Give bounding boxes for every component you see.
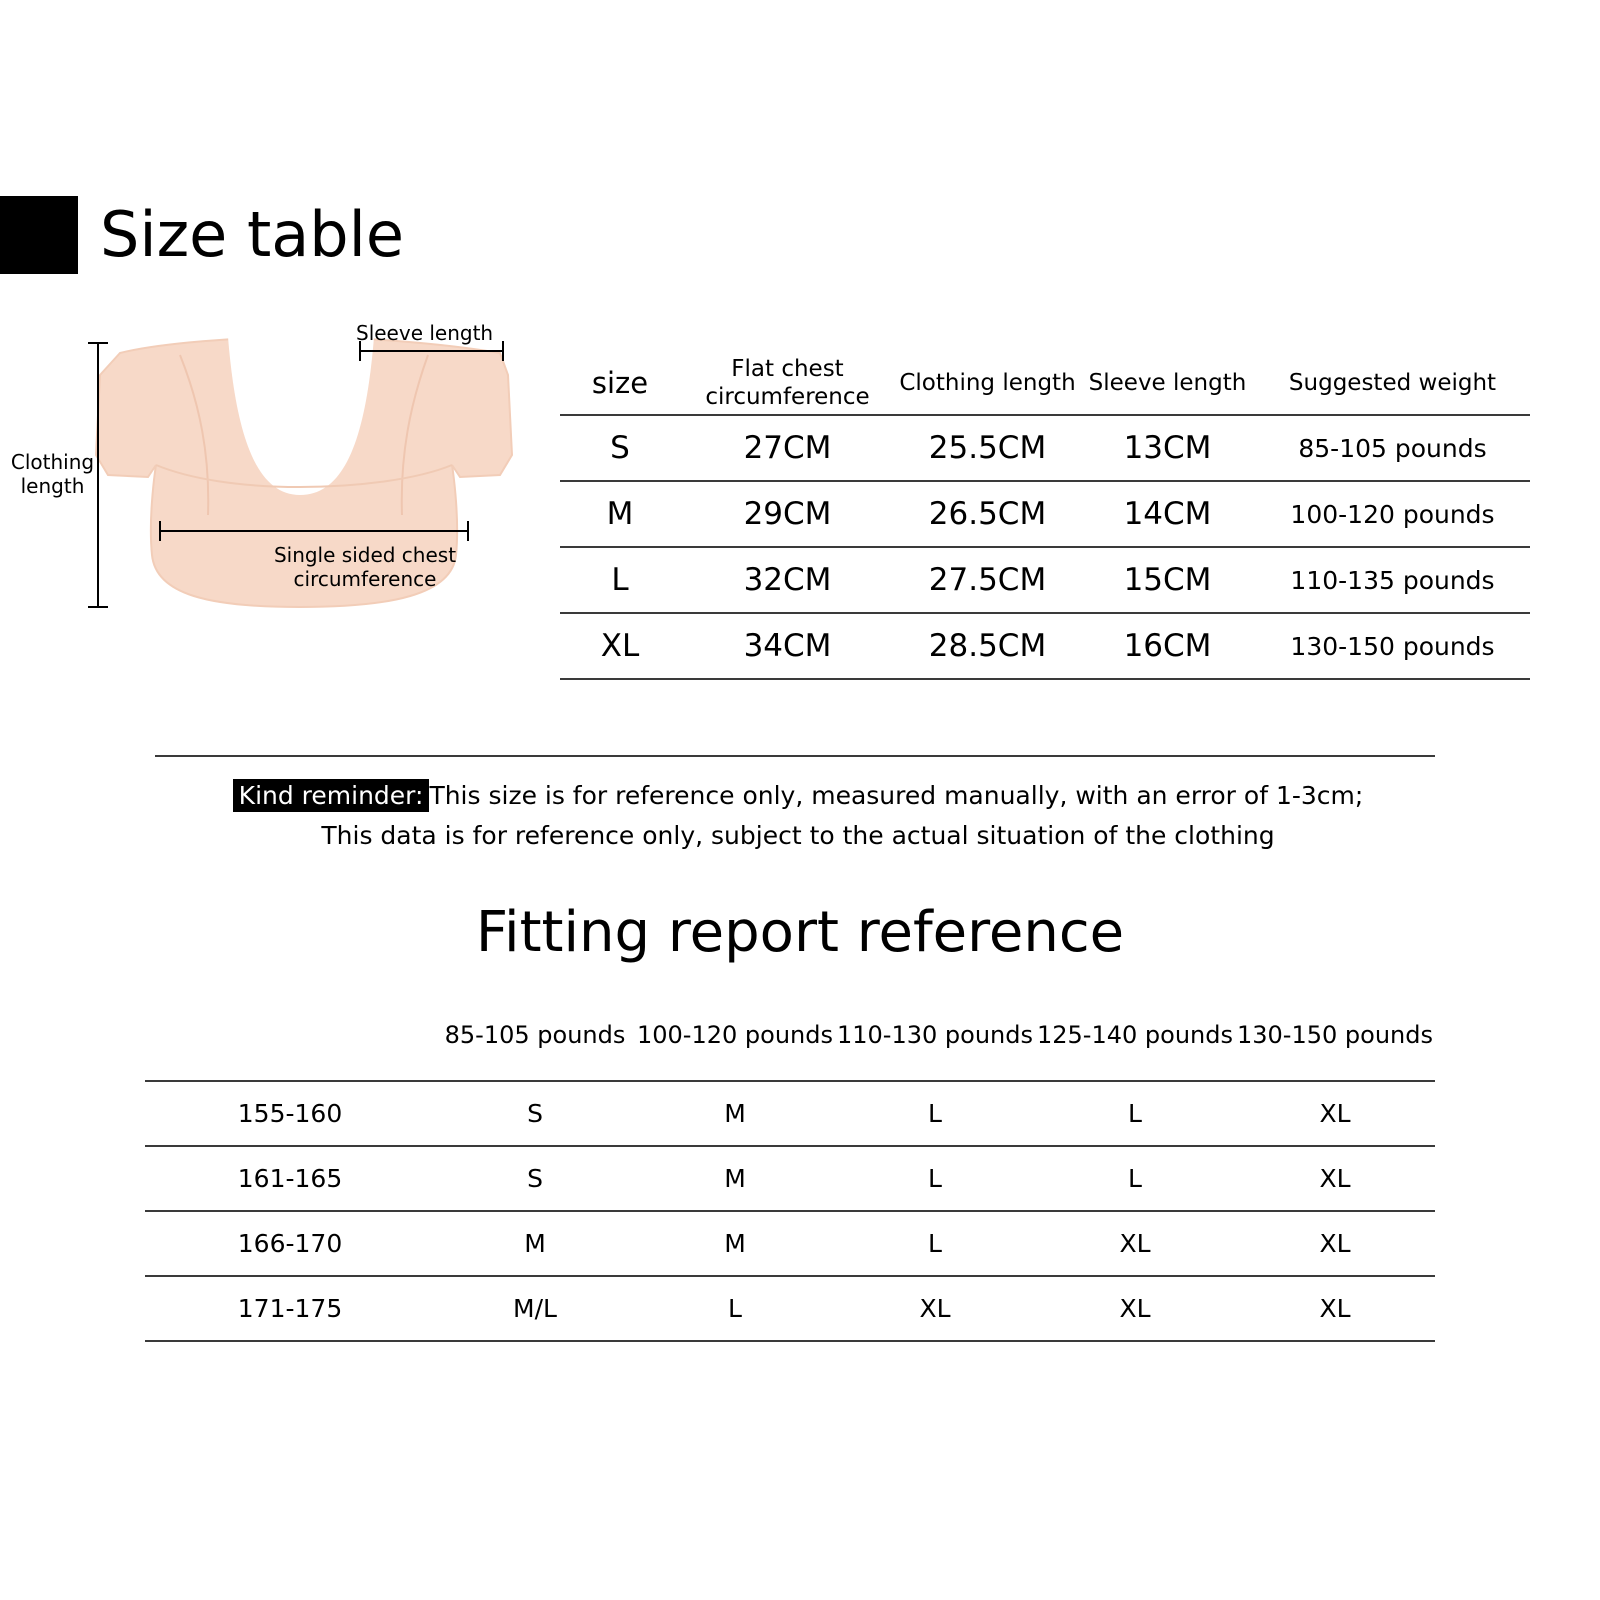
- fitting-header-weight-3: 110-130 pounds: [837, 1021, 1033, 1049]
- page-title: Size table: [100, 198, 405, 271]
- table-row: [560, 481, 1530, 547]
- cell-sleeve: 15CM: [1080, 547, 1255, 613]
- cell-size: L: [835, 1211, 1035, 1276]
- cell-size: M: [560, 481, 680, 547]
- cell-size: XL: [1235, 1211, 1435, 1276]
- table-row: [145, 1081, 1435, 1146]
- garment-svg: [60, 315, 550, 655]
- cell-chest: 32CM: [680, 547, 895, 613]
- cell-chest: 34CM: [680, 613, 895, 679]
- cell-sleeve: 14CM: [1080, 481, 1255, 547]
- cell-size: XL: [560, 613, 680, 679]
- cell-height: 161-165: [145, 1146, 435, 1211]
- reminder-line-1: [148, 778, 1448, 814]
- cell-size: XL: [1035, 1276, 1235, 1341]
- cell-size: S: [435, 1146, 635, 1211]
- cell-size: S: [560, 415, 680, 481]
- cell-size: L: [835, 1146, 1035, 1211]
- cell-size: M: [635, 1146, 835, 1211]
- cell-length: 28.5CM: [895, 613, 1080, 679]
- cell-height: 166-170: [145, 1211, 435, 1276]
- page-title-row: [0, 196, 404, 274]
- cell-weight: 85-105 pounds: [1255, 415, 1530, 481]
- cell-height: 171-175: [145, 1276, 435, 1341]
- size-table-header-length: Clothing length: [895, 352, 1080, 415]
- table-row: [560, 547, 1530, 613]
- cell-sleeve: 16CM: [1080, 613, 1255, 679]
- label-sleeve-length: Sleeve length: [356, 321, 494, 345]
- cell-size: L: [1035, 1081, 1235, 1146]
- cell-size: L: [560, 547, 680, 613]
- cell-size: L: [835, 1081, 1035, 1146]
- title-accent-block: [0, 196, 78, 274]
- cell-chest: 27CM: [680, 415, 895, 481]
- reminder-divider: [155, 755, 1435, 757]
- fitting-header-corner: [145, 990, 435, 1081]
- cell-size: L: [635, 1276, 835, 1341]
- cell-size: M: [435, 1211, 635, 1276]
- table-row: [145, 1211, 1435, 1276]
- fitting-report-table: [145, 990, 1435, 1342]
- fitting-header-weight-2: 100-120 pounds: [637, 1021, 833, 1049]
- cell-size: XL: [1235, 1146, 1435, 1211]
- reminder-block: [148, 778, 1448, 854]
- reminder-tag: Kind reminder:: [233, 779, 430, 812]
- cell-height: 155-160: [145, 1081, 435, 1146]
- fitting-header-weight-5: 130-150 pounds: [1237, 1021, 1433, 1049]
- cell-size: M: [635, 1081, 835, 1146]
- label-chest-circumference: Single sided chest circumference: [273, 543, 457, 591]
- size-table-header-sleeve: Sleeve length: [1080, 352, 1255, 415]
- cell-weight: 100-120 pounds: [1255, 481, 1530, 547]
- garment-illustration: [10, 315, 550, 655]
- fitting-report-title: Fitting report reference: [475, 900, 1125, 965]
- cell-size: M/L: [435, 1276, 635, 1341]
- reminder-text-2: This data is for reference only, subject to the actual situation of the clothing: [321, 821, 1275, 850]
- table-row: [560, 613, 1530, 679]
- size-table-header-size: size: [560, 352, 680, 415]
- cell-size: L: [1035, 1146, 1235, 1211]
- size-table-header-chest: Flat chest circumference: [680, 352, 895, 415]
- table-row: [560, 415, 1530, 481]
- cell-length: 26.5CM: [895, 481, 1080, 547]
- size-table-header-weight: Suggested weight: [1255, 352, 1530, 415]
- cell-sleeve: 13CM: [1080, 415, 1255, 481]
- cell-size: S: [435, 1081, 635, 1146]
- label-clothing-length: Clothing length: [10, 450, 95, 498]
- fitting-header-weight-4: 125-140 pounds: [1037, 1021, 1233, 1049]
- cell-size: XL: [1035, 1211, 1235, 1276]
- cell-size: XL: [835, 1276, 1035, 1341]
- cell-size: XL: [1235, 1081, 1435, 1146]
- reminder-text-1: This size is for reference only, measured manually, with an error of 1-3cm;: [429, 781, 1364, 810]
- size-table: [560, 352, 1530, 680]
- cell-size: XL: [1235, 1276, 1435, 1341]
- cell-size: M: [635, 1211, 835, 1276]
- fitting-header-weight-1: 85-105 pounds: [444, 1021, 626, 1049]
- cell-weight: 110-135 pounds: [1255, 547, 1530, 613]
- fitting-header-row: [145, 990, 1435, 1081]
- cell-length: 27.5CM: [895, 547, 1080, 613]
- table-row: [145, 1276, 1435, 1341]
- cell-chest: 29CM: [680, 481, 895, 547]
- size-table-header-row: [560, 352, 1530, 415]
- cell-weight: 130-150 pounds: [1255, 613, 1530, 679]
- table-row: [145, 1146, 1435, 1211]
- cell-length: 25.5CM: [895, 415, 1080, 481]
